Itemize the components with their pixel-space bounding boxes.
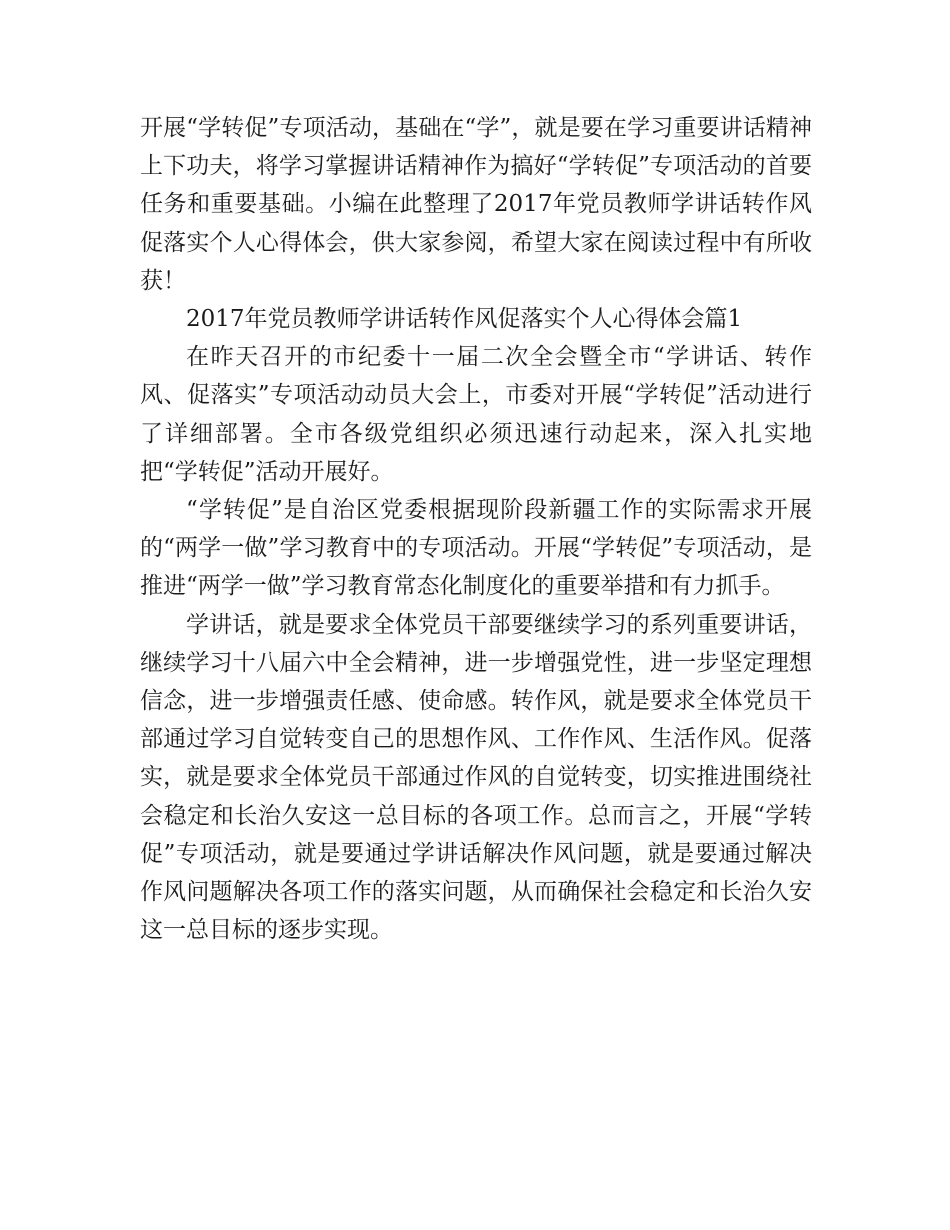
section-heading: 2017年党员教师学讲话转作风促落实个人心得体会篇1 — [186, 306, 743, 333]
body-paragraph-3: 学讲话，就是要求全体党员干部要继续学习的系列重要讲话，继续学习十八届六中全会精神，进一步增强党性，进一步坚定理想信念，进一步增强责任感、使命感。转作风，就是要求全体党员干部通过学习自觉转变自己的思想作风、工作作风、生活作风。促落实，就是要求全体党员干部通过作风的自觉转变，切实推进围绕社会稳定和长治久安这一总目标的各项工作。总而言之，开展“学转促”专项活动，就是要通过学讲话解决作风问题，就是要通过解决作风问题解决各项工作的落实问题，从而确保社会稳定和长治久安这一总目标的逐步实现。 — [140, 611, 812, 944]
intro-paragraph: 开展“学转促”专项活动，基础在“学”，就是要在学习重要讲话精神上下功夫，将学习掌握讲话精神作为搞好“学转促”专项活动的首要任务和重要基础。小编在此整理了2017年党员教师学讲话转作风促落实个人心得体会，供大家参阅，希望大家在阅读过程中有所收获！ — [140, 115, 812, 294]
document-body — [140, 109, 812, 949]
body-paragraph-2: “学转促”是自治区党委根据现阶段新疆工作的实际需求开展的“两学一做”学习教育中的专项活动。开展“学转促”专项活动，是推进“两学一做”学习教育常态化制度化的重要举措和有力抓手。 — [140, 497, 812, 600]
body-paragraph-1: 在昨天召开的市纪委十一届二次全会暨全市“学讲话、转作风、促落实”专项活动动员大会上，市委对开展“学转促”活动进行了详细部署。全市各级党组织必须迅速行动起来，深入扎实地把“学转促”活动开展好。 — [140, 344, 812, 485]
